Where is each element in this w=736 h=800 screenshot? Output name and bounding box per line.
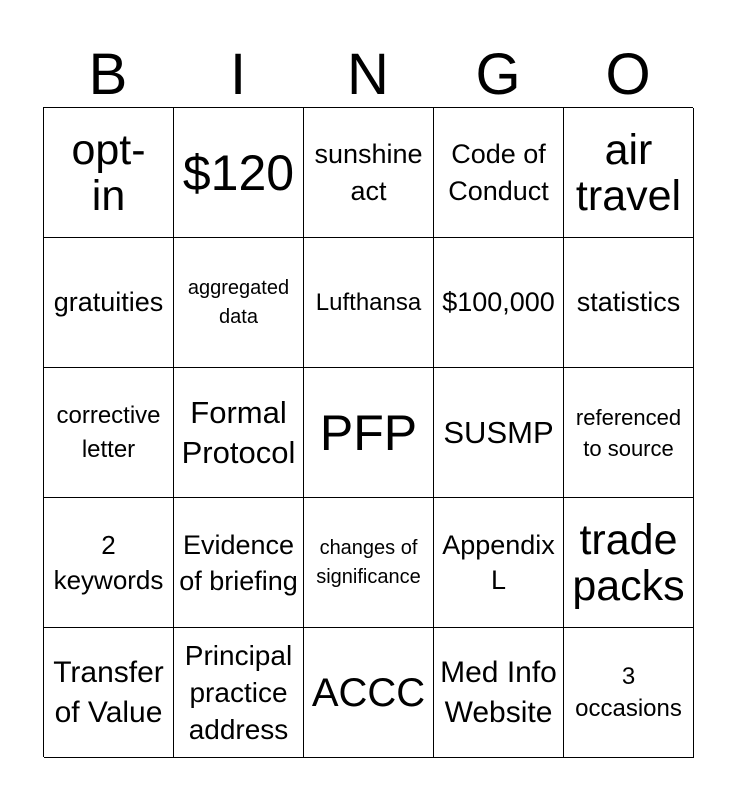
cell-text: referenced to source	[575, 404, 682, 461]
header-letter-b: B	[88, 42, 128, 107]
bingo-cell	[564, 238, 694, 368]
bingo-cell	[304, 238, 434, 368]
cell-text: Transfer of Value	[53, 655, 164, 729]
bingo-cell	[564, 368, 694, 498]
cell-text: $100,000	[442, 287, 555, 317]
cell-text: opt-in	[71, 125, 146, 220]
cell-text: ACCC	[311, 670, 426, 715]
cell-text: changes of significance	[316, 536, 421, 588]
cell-text: Principal practice address	[184, 640, 293, 745]
cell-text: PFP	[319, 404, 418, 461]
bingo-cell	[304, 628, 434, 758]
cell-text: 2 keywords	[53, 529, 164, 595]
bingo-cell	[174, 108, 304, 238]
cell-text: Appendix L	[442, 529, 555, 595]
bingo-header	[43, 44, 693, 106]
bingo-cell	[44, 108, 174, 238]
bingo-cell	[174, 498, 304, 628]
bingo-cell	[44, 368, 174, 498]
cell-text: sunshine act	[314, 138, 423, 206]
bingo-cell	[304, 368, 434, 498]
cell-text: Lufthansa	[315, 288, 422, 316]
bingo-cell	[434, 108, 564, 238]
cell-text: aggregated data	[187, 276, 290, 328]
bingo-cell	[304, 108, 434, 238]
cell-text: Code of Conduct	[448, 138, 549, 206]
cell-text: 3 occasions	[575, 662, 682, 722]
header-letter-g: G	[475, 42, 521, 107]
cell-text: Med Info Website	[440, 655, 557, 729]
bingo-cell	[564, 628, 694, 758]
bingo-cell	[44, 498, 174, 628]
header-letter-n: N	[347, 42, 389, 107]
bingo-cell	[564, 108, 694, 238]
bingo-cell	[434, 368, 564, 498]
bingo-cell	[174, 628, 304, 758]
cell-text: air travel	[575, 125, 682, 220]
bingo-cell	[434, 238, 564, 368]
bingo-cell	[44, 238, 174, 368]
bingo-cell	[564, 498, 694, 628]
header-letter-i: I	[229, 42, 247, 107]
bingo-cell	[174, 238, 304, 368]
cell-text: SUSMP	[443, 415, 554, 450]
cell-text: gratuities	[53, 287, 164, 317]
bingo-cell	[434, 628, 564, 758]
cell-text: $120	[182, 144, 295, 201]
bingo-grid	[43, 107, 693, 757]
bingo-cell	[44, 628, 174, 758]
cell-text: Formal Protocol	[181, 394, 296, 470]
bingo-cell	[174, 368, 304, 498]
bingo-cell	[434, 498, 564, 628]
header-letter-o: O	[605, 42, 651, 107]
cell-text: corrective letter	[56, 401, 161, 463]
cell-text: trade packs	[572, 515, 685, 610]
cell-text: Evidence of briefing	[179, 529, 298, 596]
cell-text: statistics	[576, 287, 681, 317]
bingo-cell	[304, 498, 434, 628]
